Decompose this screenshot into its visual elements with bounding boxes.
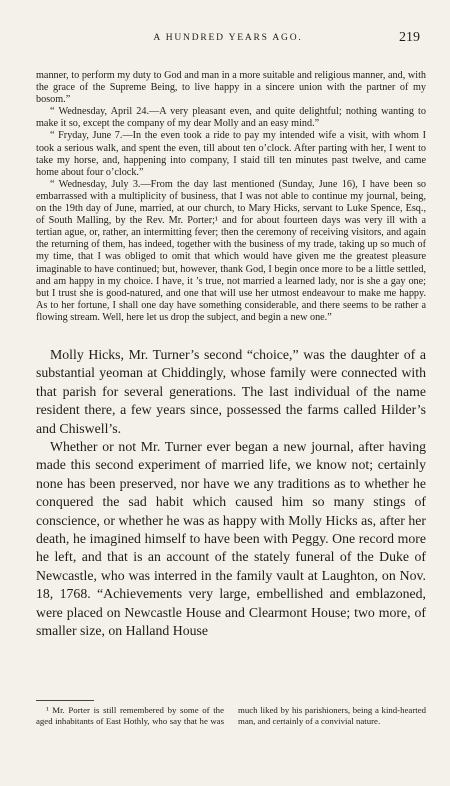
body-paragraph: Molly Hicks, Mr. Turner’s second “choice,” was the daughter of a substantial yeoman at Chiddingly, whose family were connected with that parish for several generations. The last individual of the name resident there, a few years since, possessed the farms called Hilder’s and Chiswell’s. — [36, 347, 426, 436]
footnote-rule — [36, 700, 94, 701]
footnotes — [36, 705, 426, 727]
running-title: A HUNDRED YEARS AGO. — [153, 33, 303, 43]
journal-extract — [36, 70, 426, 324]
journal-paragraph: “ Wednesday, July 3.—From the day last mentioned (Sunday, June 16), I have been so embarrassed with a multiplicity of business, that I was not able to continue my journal, being, on the 19th day of June, married, at our church, to Mary Hicks, servant to Luke Spence, Esq., of South Malling, by the Rev. Mr. Porter;¹ and for about fourteen days was very ill with a tertian ague, or, rather, an intermitting fever; then the ceremony of receiving visitors, and again the returning of them, has indeed, together with the business of my trade, taking up so much of my time, that I was obliged to omit that which would have given me the greatest pleasure imaginable to have continued; but, however, thank God, I begin once more to be a little settled, and am happy in my choice. I have, it ’s true, not married a learned lady, nor is she a gay one; but I trust she is good-natured, and one that will use her utmost endeavour to make me happy. As to her fortune, I shall one day have something considerable, and there seems to be rather a flowing stream. Well, here let us drop the subject, and begin a new one.” — [36, 178, 426, 323]
footnote: ¹ Mr. Porter is still remembered by some of the aged inhabitants of East Hothly, who say that he was much liked by his parishioners, being a kind-hearted man, and certainly of a convivial nature. — [36, 705, 426, 726]
body-paragraph: Whether or not Mr. Turner ever began a new journal, after having made this second experiment of married life, we know not; certainly none has been preserved, nor have we any traditions as to whether he conquered the sad habit which caused him so many stings of conscience, or whether he was as happy with Molly Hicks as, after her death, he imagined himself to have been with Peggy. One record more he left, and that is an account of the stately funeral of the Duke of Newcastle, who was interred in the family vault at Laughton, on Nov. 18, 1768. “Achievements very large, embellished and emblazoned, were placed on Newcastle House and Clearmont House; two more, of smaller size, on Halland House — [36, 439, 426, 639]
journal-paragraph: manner, to perform my duty to God and man in a more suitable and religious manner, and, with the grace of the Supreme Being, to live happy in a sincere union with the partner of my bosom.” — [36, 70, 426, 106]
main-text — [36, 346, 426, 641]
journal-paragraph: “ Wednesday, April 24.—A very pleasant even, and quite delightful; nothing wanting to make it so, except the company of my dear Molly and an easy mind.” — [36, 106, 426, 130]
page-number: 219 — [399, 30, 420, 45]
page-header — [36, 30, 420, 50]
journal-paragraph: “ Fryday, June 7.—In the even took a ride to pay my intended wife a visit, with whom I took a serious walk, and spent the even, till about ten o’clock. After parting with her, I went to take my horse, and, happening into company, I staid till ten minutes past twelve, and came home about four o’clock.” — [36, 130, 426, 178]
